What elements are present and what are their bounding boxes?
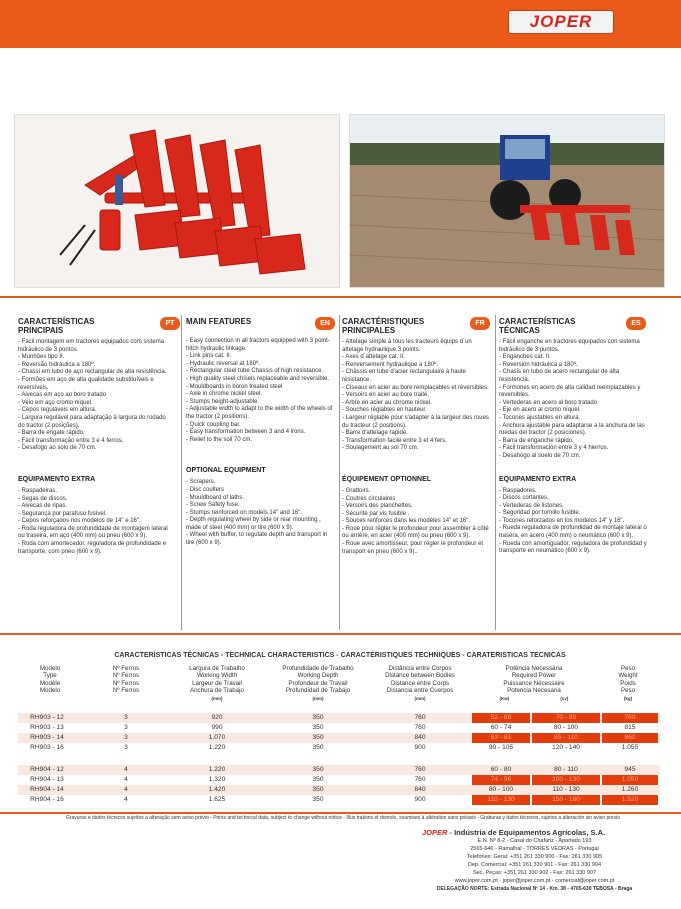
table-cell: 1.220: [208, 744, 226, 751]
list-item: - Cepos reforçados nos modelos de 14" e 16".: [18, 518, 141, 525]
table-row: [18, 713, 660, 723]
table-cell: 80 - 100: [488, 786, 514, 793]
list-item: - Stumps reinforced on models 14" and 16".: [186, 509, 302, 516]
column-divider: [339, 315, 340, 630]
list-item: - Ciseaux en acier au bore remplaçables et réversibles.: [342, 384, 489, 391]
table-cell: 350: [312, 724, 324, 731]
table-cell: 350: [312, 714, 324, 721]
table-cell: 760: [602, 713, 658, 723]
company-footer: [402, 829, 667, 893]
table-cell: RH903 - 14: [30, 734, 64, 741]
list-item: - Easy connection in all tractors equipped with 3 point-hitch hydraulic linkage.: [186, 338, 330, 352]
plough-photo: [14, 114, 340, 288]
header-line: Modèle: [39, 679, 61, 687]
list-item: - Barre d'attelage rapide.: [342, 430, 408, 437]
list-item: - Chasis en tubo de acero rectangular de alta resistencia.: [499, 369, 620, 383]
table-cell: 3: [124, 714, 128, 721]
list-item: - Aivecas de ripas.: [18, 503, 68, 510]
header-unit: (mm): [211, 695, 223, 701]
table-cell: 945: [624, 766, 636, 773]
list-item: - Fácil transformação entre 3 e 4 ferros.: [18, 437, 124, 444]
header-line: Modelo: [39, 665, 61, 672]
list-item: - Raspadeiras.: [18, 487, 58, 494]
header-line: Peso: [620, 687, 636, 695]
column-fr: [342, 317, 492, 556]
list-item: - Axle in chrome nickel steel.: [186, 391, 263, 398]
list-item: - Eje en acero al cromo níquel.: [499, 407, 581, 414]
table-cell: 70 - 90: [532, 713, 600, 723]
feature-list: [342, 339, 492, 453]
extra-list: [342, 488, 492, 556]
list-item: - Barra de enganche rápido.: [499, 437, 574, 444]
header-unit: (mm): [312, 695, 324, 701]
table-cell: RH903 - 13: [30, 724, 64, 731]
table-cell: 990: [211, 724, 223, 731]
list-item: - High quality steel chisels replaceable and reversible.: [186, 375, 330, 382]
phone-line: Sec. Peças: +351 261 330 902 - Fax: 261 330 907: [472, 870, 597, 876]
extra-title: EQUIPAMENTO EXTRA: [499, 475, 577, 483]
extra-title: OPTIONAL EQUIPMENT: [186, 467, 266, 475]
table-cell: 4: [124, 776, 128, 783]
table-cell: 4: [124, 766, 128, 773]
table-cell: 760: [414, 724, 426, 731]
header-weight: [600, 665, 656, 702]
list-item: - Transformation facile entre 3 et 4 fers.: [342, 437, 447, 444]
company-name: - Indústria de Equipamentos Agrícolas, S.A.: [447, 828, 606, 837]
header-line: Working Width: [196, 672, 238, 680]
list-item: - Roda com amortecedor, reguladora de profundidade e transporte, com pneu (600 x 9).: [18, 541, 167, 555]
list-item: - Desafogo ao solo de 70 cm.: [18, 445, 97, 452]
header-line: Distancia entre Cuerpos: [386, 687, 454, 695]
logo-text: JOPER: [529, 12, 593, 31]
list-item: - Enganches cat. II.: [499, 354, 551, 361]
list-item: - Hydraulic reversal at 180º.: [186, 360, 260, 367]
list-item: - Mouldboards in boron treated steel: [186, 383, 283, 390]
table-cell: RH903 - 16: [30, 744, 64, 751]
header-line: Modelo: [39, 687, 61, 695]
list-item: - Grattoirs.: [342, 487, 371, 494]
table-cell: 110 - 130: [472, 795, 530, 805]
table-cell: 350: [312, 744, 324, 751]
table-cell: 110 - 130: [552, 786, 580, 793]
header-top-stripe: [0, 0, 681, 10]
table-cell: 1.320: [208, 776, 226, 783]
table-cell: 1.070: [208, 734, 226, 741]
table-cell: 900: [414, 744, 426, 751]
table-cell: RH904 - 12: [30, 766, 64, 773]
list-item: - Vertederas en acero al boro tratado: [499, 399, 598, 406]
extra-list: [18, 488, 168, 556]
list-item: - Link pins cat. II.: [186, 353, 232, 360]
list-item: - Adjustable width to adapt to the width of the wheels of the tractor (2 positions).: [186, 406, 333, 420]
list-item: - Veio em aço cromo níquel.: [18, 399, 93, 406]
list-item: - Scrapers.: [186, 479, 216, 486]
table-cell: 350: [312, 786, 324, 793]
list-item: - Arbre en acier au chrome nickel.: [342, 399, 432, 406]
section-divider-footer: [0, 812, 681, 814]
language-badge-en: EN: [315, 317, 335, 330]
list-item: - Sécurité par vis fusible .: [342, 510, 410, 517]
list-item: - Largura regulável para adaptação à largura do rodado do tractor (2 posições).: [18, 414, 166, 429]
phone-line: Dep. Comercial: +351 261 330 901 - Fax: 261 330 904: [467, 862, 602, 868]
table-cell: 80 - 110: [554, 766, 578, 773]
list-item: - Fácil enganche en tractores equipados con sistema hidráulico de 3 puntos.: [499, 339, 640, 353]
table-cell: 350: [312, 796, 324, 803]
table-row: [18, 765, 660, 775]
header-line: Nº Ferros: [112, 665, 140, 672]
table-row: [18, 795, 660, 805]
table-cell: RH904 - 13: [30, 776, 64, 783]
header-line: Potência Necessária: [505, 665, 563, 672]
column-title: CARACTERÍSTICAS PRINCIPAIS: [18, 317, 95, 335]
header-distance: [372, 665, 468, 702]
column-divider: [181, 315, 182, 630]
table-cell: 1.260: [621, 786, 639, 793]
table-row: [18, 733, 660, 743]
header-line: Potencia Necesaria: [507, 687, 561, 695]
list-item: - Roue avec amortisseur, pour régler le profondeur et transport en pneu (600 x 9)..: [342, 541, 484, 555]
table-cell: 760: [414, 766, 426, 773]
table-cell: 60 - 74: [490, 724, 512, 731]
table-cell: 74 - 96: [472, 775, 530, 785]
header-line: Distância entre Corpos: [388, 665, 452, 672]
header-line: Largura de Trabalho: [189, 665, 245, 672]
list-item: - Segas de discos.: [18, 495, 68, 502]
list-item: - Easy transformation between 3 and 4 irons.: [186, 429, 306, 436]
list-item: - Attelage simple à tous les tracteurs équips d´un attelage hydraulique 3 points.: [342, 339, 472, 353]
list-item: - Reversión hidráulica a 180º.: [499, 361, 578, 368]
power-units: [474, 695, 594, 702]
feature-list: [499, 339, 649, 461]
language-badge-es: ES: [626, 317, 646, 330]
table-cell: 350: [312, 734, 324, 741]
table-cell: 90 - 105: [488, 744, 514, 751]
table-row: [18, 785, 660, 795]
header-line: Largeur de Travail: [192, 679, 242, 687]
column-pt: [18, 317, 168, 556]
table-row: [18, 775, 660, 785]
plough-illustration: [15, 115, 339, 287]
address-line: 2565-646 - Ramalhal - TORRES VEDRAS - Portugal: [470, 846, 599, 852]
header-line: Poids: [620, 679, 636, 687]
header-width: [172, 665, 262, 702]
feature-list: [186, 338, 336, 444]
header-line: Working Depth: [297, 672, 339, 680]
list-item: - Souces renforcés dans les modèles 14" et 16".: [342, 518, 470, 525]
table-cell: 900: [414, 796, 426, 803]
table-cell: 1.055: [621, 744, 639, 751]
header-line: Weight: [618, 672, 638, 680]
list-item: - Screw Safety fuse.: [186, 502, 240, 509]
header-unit: (kg): [623, 695, 633, 701]
web-line: www.joper.com.pt - joper@joper.com.pt - comercial@joper.com.pt: [454, 878, 615, 884]
header-line: Distance entre Corps: [390, 679, 450, 687]
list-item: - Segurança por parafuso fusível.: [18, 510, 107, 517]
company-brand: JOPER: [422, 828, 448, 837]
table-cell: 80 - 100: [553, 724, 579, 731]
list-item: - Munhões tipo II.: [18, 354, 65, 361]
table-cell: 760: [414, 776, 426, 783]
list-item: - Chassi em tubo de aço rectangular de alta resistência.: [18, 369, 167, 376]
column-title: MAIN FEATURES: [186, 317, 252, 326]
table-cell: 350: [312, 766, 324, 773]
header-line: Nº Ferros: [112, 672, 140, 680]
header-line: Peso: [620, 665, 636, 672]
table-cell: 760: [414, 714, 426, 721]
table-cell: 85 - 110: [532, 733, 600, 743]
feature-list: [18, 339, 168, 453]
list-item: - Anchura ajustable para adaptarse a la anchura de las ruedas del tractor (2 posiciones).: [499, 422, 645, 437]
table-cell: 4: [124, 786, 128, 793]
table-cell: 4: [124, 796, 128, 803]
header-line: Distance between Bodies: [385, 672, 455, 680]
list-item: - Roda reguladora de profundidade de montagem lateral ou traseira, em aço (400 mm) ou pneu (600 x 9).: [18, 525, 168, 540]
table-cell: RH904 - 16: [30, 796, 64, 803]
table-cell: 3: [124, 744, 128, 751]
list-item: - Formones en acero de alta calidad reemplazables y reversibles.: [499, 384, 641, 399]
table-cell: RH904 - 14: [30, 786, 64, 793]
table-cell: 100 - 130: [532, 775, 600, 785]
column-title: CARACTÉRISTIQUES PRINCIPALES: [342, 317, 425, 335]
list-item: - Rueda con amortiguador, reguladora de profundidad y transporte en neumático (600 x 9).: [499, 540, 647, 555]
list-item: - Rectangular steel tube Chassis of high resistance.: [186, 368, 324, 375]
list-item: - Versoirs des planchettes.: [342, 503, 413, 510]
tractor-photo: [349, 114, 665, 288]
table-row: [18, 743, 660, 753]
list-item: - Largeur réglable pour s'adapter à la largeur des roues du tracteur (2 positions).: [342, 414, 489, 429]
header-unit: (mm): [414, 695, 426, 701]
table-cell: 60 - 80: [490, 766, 512, 773]
unit-cv: (cv): [560, 695, 569, 701]
unit-kw: (Kw): [499, 695, 510, 701]
header-line: Type: [43, 672, 57, 680]
header-model: [20, 665, 80, 695]
table-cell: 120 - 140: [552, 744, 580, 751]
list-item: - Barra de engate rápido.: [18, 430, 85, 437]
language-badge-pt: PT: [160, 317, 180, 330]
list-item: - Rueda reguladora de profundidad de montaje lateral ó trasera, en acero (400 mm) o neumático (600 x 9).: [499, 525, 647, 540]
tractor-illustration: [350, 115, 664, 287]
table-cell: 52 - 66: [472, 713, 530, 723]
table-cell: 840: [414, 734, 426, 741]
header-line: Nº Ferros: [112, 679, 140, 687]
table-cell: 350: [312, 776, 324, 783]
list-item: - Mouldboard of laths.: [186, 494, 245, 501]
disclaimer: Gravuras e dados técnicos sujeitos a alteração sem aviso prévio - Prints and technical data, subject to change without notice - Illus trations et donnés, soumises à altération sans préavis - Graburas y datos técnicos, sujetos a alteración sin aviso previo: [65, 815, 621, 821]
phone-line: Telefones: Geral: +351 261 330 900 - Fax: 261 330 905: [466, 854, 603, 860]
company-line: [422, 829, 667, 837]
table-cell: 3: [124, 724, 128, 731]
delegation-line: DELEGAÇÃO NORTE: Estrada Nacional Nº 14 - Km. 38 - 4705-630 TEBOSA - Braga: [436, 886, 633, 892]
list-item: - Depth regulating wheel by side or rear mounting , made of steel (400 mm) or tire (600 x 9).: [186, 517, 321, 531]
table-title: CARACTERÍSTICAS TÉCNICAS - TECHNICAL CHARACTERISTICS - CARACTÉRISTIQUES TECHNIQUES - CARATERISTICAS TECNICAS: [114, 652, 566, 659]
list-item: - Wheel with buffer, to regulate depth and transport in tire (600 x 9).: [186, 532, 328, 547]
table-cell: 815: [624, 724, 636, 731]
table-cell: 1.420: [208, 786, 226, 793]
list-item: - Soulagement au sol 70 cm.: [342, 445, 419, 452]
list-item: - Quick coupling bar.: [186, 421, 241, 428]
table-cell: 1.220: [208, 766, 226, 773]
list-item: - Fácil transformación entre 3 y 4 hierros.: [499, 445, 609, 452]
list-item: - Raspadores.: [499, 487, 537, 494]
language-badge-fr: FR: [470, 317, 490, 330]
header-power: [474, 665, 594, 702]
list-item: - Axes d´attelage cat. II.: [342, 354, 406, 361]
list-item: - Versoirs en acier au bore traité.: [342, 392, 430, 399]
extra-list: [186, 479, 336, 547]
column-divider: [495, 315, 496, 630]
extra-title: ÉQUIPEMENT OPTIONNEL: [342, 475, 432, 483]
list-item: - Fácil montagem em tractores equipados com sistema hidráulico de 3 pontos.: [18, 339, 165, 353]
table-cell: 150 - 180: [532, 795, 600, 805]
header-line: Puissance Nécessaire: [503, 679, 565, 687]
list-item: - Seguridad por tornillo fusible.: [499, 510, 581, 517]
table-row: [18, 723, 660, 733]
header-line: Nº Ferros: [112, 687, 140, 695]
table-cell: 840: [414, 786, 426, 793]
table-cell: 1.625: [208, 796, 226, 803]
column-en: [186, 317, 336, 548]
list-item: - Souches réglables en hauteur.: [342, 407, 427, 414]
table-cell: RH903 - 12: [30, 714, 64, 721]
joper-logo: [508, 10, 614, 34]
section-divider-table: [0, 633, 681, 635]
list-item: - Discos cortantes.: [499, 495, 549, 502]
address-line: E.N. Nº 8-2 - Casal do Chafariz - Apartado 193: [477, 838, 592, 844]
table-cell: 920: [211, 714, 223, 721]
list-item: - Relief to the soil 70 cm.: [186, 436, 253, 443]
header-irons: [96, 665, 156, 695]
list-item: - Reversão hidráulica a 180º.: [18, 361, 96, 368]
list-item: - Formões em aço de alta qualidade substituíveis e reversíveis.: [18, 376, 154, 391]
header-line: Profundidade de Trabalho: [282, 665, 354, 672]
header-line: Profondeur de Travail: [288, 679, 348, 687]
table-cell: 63 - 81: [472, 733, 530, 743]
table-cell: 1.050: [602, 775, 658, 785]
list-item: - Tocones reforzados en los modelos 14" y 16".: [499, 517, 625, 524]
header-line: Required Power: [511, 672, 557, 680]
column-title: CARACTERÍSTICAS TÉCNICAS: [499, 317, 576, 335]
table-cell: 1.520: [602, 795, 658, 805]
list-item: - Tocones ajustables en altura.: [499, 414, 581, 421]
list-item: - Desahogo al suelo de 70 cm.: [499, 452, 581, 459]
list-item: - Disc coulters: [186, 486, 225, 493]
header-depth: [268, 665, 368, 702]
list-item: - Châssis en tube d'acier rectangulaire à haute résistance.: [342, 369, 466, 383]
table-cell: 3: [124, 734, 128, 741]
list-item: - Aivecas em aço ao boro tratado: [18, 392, 107, 399]
extra-title: EQUIPAMENTO EXTRA: [18, 475, 96, 483]
list-item: - Renversement hydraulique a 180º.: [342, 361, 438, 368]
list-item: - Coutres circulaires: [342, 495, 396, 502]
extra-list: [499, 488, 649, 556]
table-cell: 860: [602, 733, 658, 743]
header-line: Profundidad de Trabajo: [285, 687, 351, 695]
list-item: - Stumps height-adjustable.: [186, 398, 260, 405]
header-line: Anchura de Trabajo: [189, 687, 244, 695]
list-item: - Roue pour régler le profondeur pour assembler à côté ou arrière, en acier (400 mm) ou pneu (600 x 9).: [342, 525, 489, 540]
list-item: - Vertederas de listones.: [499, 502, 564, 509]
list-item: - Cepos reguláveis em altura.: [18, 407, 97, 414]
section-divider-top: [0, 296, 681, 298]
column-es: [499, 317, 649, 556]
